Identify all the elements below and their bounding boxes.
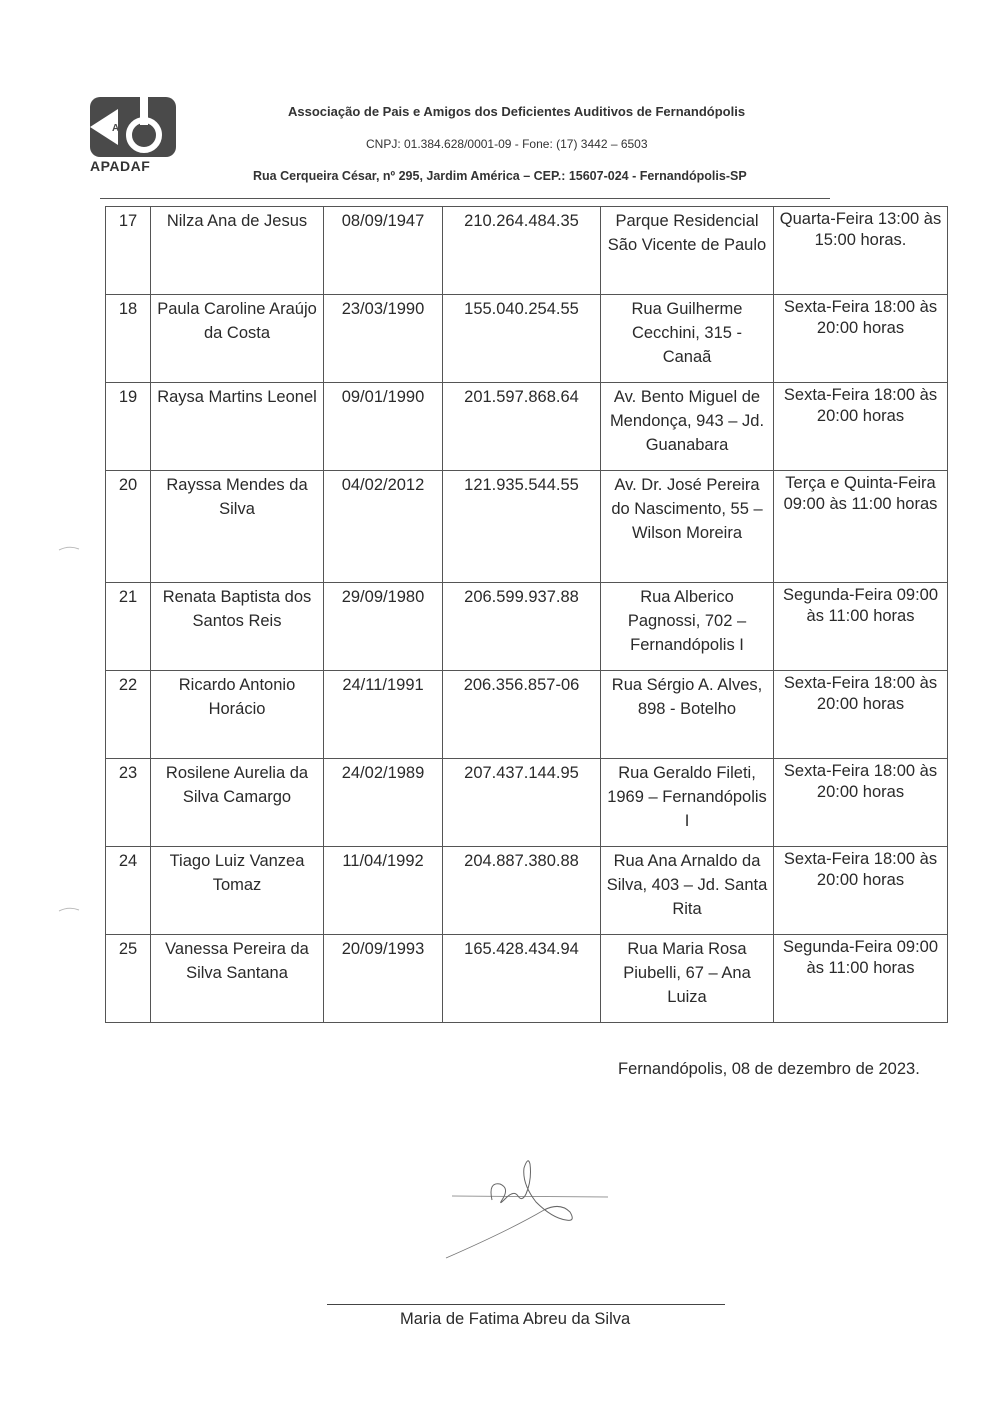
table-row — [106, 671, 948, 759]
row-number: 24 — [106, 847, 151, 935]
scan-mark — [58, 545, 80, 551]
address-cell: Rua Ana Arnaldo da Silva, 403 – Jd. Santa Rita — [601, 847, 774, 935]
document-number: 207.437.144.95 — [443, 759, 601, 847]
table-row — [106, 295, 948, 383]
document-number: 206.599.937.88 — [443, 583, 601, 671]
row-number: 17 — [106, 207, 151, 295]
table-row — [106, 847, 948, 935]
organization-name: Associação de Pais e Amigos dos Deficientes Auditivos de Fernandópolis — [288, 104, 746, 119]
schedule-cell: Segunda-Feira 09:00 às 11:00 horas — [774, 935, 948, 1023]
document-number: 121.935.544.55 — [443, 471, 601, 583]
person-name: Renata Baptista dos Santos Reis — [151, 583, 324, 671]
person-name: Tiago Luiz Vanzea Tomaz — [151, 847, 324, 935]
place-and-date: Fernandópolis, 08 de dezembro de 2023. — [618, 1060, 920, 1078]
birth-date: 09/01/1990 — [324, 383, 443, 471]
address-cell: Rua Sérgio A. Alves, 898 - Botelho — [601, 671, 774, 759]
cnpj-phone: CNPJ: 01.384.628/0001-09 - Fone: (17) 3442 – 6503 — [366, 137, 648, 151]
row-number: 21 — [106, 583, 151, 671]
svg-text:A: A — [112, 123, 120, 134]
records-table — [105, 206, 948, 1023]
schedule-cell: Segunda-Feira 09:00 às 11:00 horas — [774, 583, 948, 671]
table-row — [106, 471, 948, 583]
person-name: Paula Caroline Araújo da Costa — [151, 295, 324, 383]
person-name: Rosilene Aurelia da Silva Camargo — [151, 759, 324, 847]
person-name: Raysa Martins Leonel — [151, 383, 324, 471]
organization-address: Rua Cerqueira César, nº 295, Jardim América – CEP.: 15607-024 - Fernandópolis-SP — [253, 169, 747, 183]
schedule-cell: Quarta-Feira 13:00 às 15:00 horas. — [774, 207, 948, 295]
row-number: 20 — [106, 471, 151, 583]
row-number: 18 — [106, 295, 151, 383]
table-row — [106, 759, 948, 847]
document-number: 201.597.868.64 — [443, 383, 601, 471]
document-number: 204.887.380.88 — [443, 847, 601, 935]
birth-date: 20/09/1993 — [324, 935, 443, 1023]
schedule-cell: Terça e Quinta-Feira 09:00 às 11:00 horas — [774, 471, 948, 583]
birth-date: 23/03/1990 — [324, 295, 443, 383]
birth-date: 24/11/1991 — [324, 671, 443, 759]
address-cell: Av. Bento Miguel de Mendonça, 943 – Jd. Guanabara — [601, 383, 774, 471]
signature-line — [327, 1304, 725, 1305]
birth-date: 04/02/2012 — [324, 471, 443, 583]
row-number: 23 — [106, 759, 151, 847]
address-cell: Parque Residencial São Vicente de Paulo — [601, 207, 774, 295]
schedule-cell: Sexta-Feira 18:00 às 20:00 horas — [774, 383, 948, 471]
birth-date: 29/09/1980 — [324, 583, 443, 671]
logo-text: APADAF — [90, 158, 151, 174]
table-row — [106, 383, 948, 471]
person-name: Vanessa Pereira da Silva Santana — [151, 935, 324, 1023]
person-name: Ricardo Antonio Horácio — [151, 671, 324, 759]
schedule-cell: Sexta-Feira 18:00 às 20:00 horas — [774, 295, 948, 383]
header-divider — [100, 198, 830, 199]
table-row — [106, 935, 948, 1023]
document-number: 206.356.857-06 — [443, 671, 601, 759]
table-row — [106, 207, 948, 295]
birth-date: 24/02/1989 — [324, 759, 443, 847]
row-number: 19 — [106, 383, 151, 471]
address-cell: Rua Guilherme Cecchini, 315 - Canaã — [601, 295, 774, 383]
scan-mark — [58, 906, 80, 912]
document-number: 165.428.434.94 — [443, 935, 601, 1023]
document-number: 155.040.254.55 — [443, 295, 601, 383]
birth-date: 08/09/1947 — [324, 207, 443, 295]
address-cell: Av. Dr. José Pereira do Nascimento, 55 – Wilson Moreira — [601, 471, 774, 583]
table-row — [106, 583, 948, 671]
schedule-cell: Sexta-Feira 18:00 às 20:00 horas — [774, 847, 948, 935]
birth-date: 11/04/1992 — [324, 847, 443, 935]
schedule-cell: Sexta-Feira 18:00 às 20:00 horas — [774, 671, 948, 759]
handwritten-signature — [440, 1150, 620, 1265]
row-number: 22 — [106, 671, 151, 759]
person-name: Nilza Ana de Jesus — [151, 207, 324, 295]
address-cell: Rua Geraldo Fileti, 1969 – Fernandópolis I — [601, 759, 774, 847]
signer-name: Maria de Fatima Abreu da Silva — [400, 1310, 631, 1328]
document-number: 210.264.484.35 — [443, 207, 601, 295]
address-cell: Rua Maria Rosa Piubelli, 67 – Ana Luiza — [601, 935, 774, 1023]
person-name: Rayssa Mendes da Silva — [151, 471, 324, 583]
row-number: 25 — [106, 935, 151, 1023]
address-cell: Rua Alberico Pagnossi, 702 – Fernandópolis I — [601, 583, 774, 671]
schedule-cell: Sexta-Feira 18:00 às 20:00 horas — [774, 759, 948, 847]
